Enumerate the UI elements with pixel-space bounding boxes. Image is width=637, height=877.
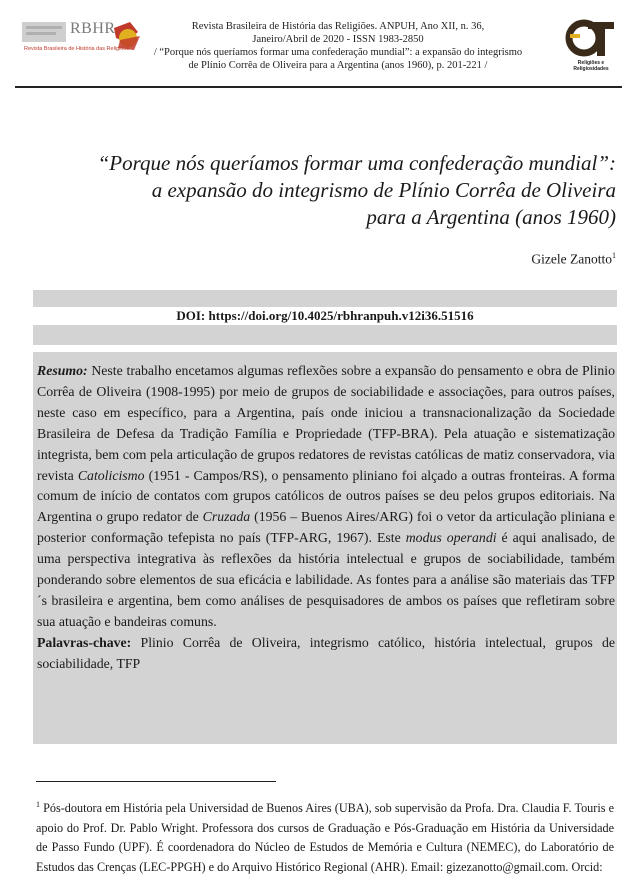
abstract-italic-3: modus operandi — [405, 530, 497, 546]
footnote-rule — [36, 781, 276, 782]
abstract-part-1: Neste trabalho encetamos algumas reflexões sobre a expansão do pensamento e obra de Plinio Corrêa de Oliveira (1908-1995) por meio de grupos de sociabilidade e associações, para outros países, neste caso em específico, para a Argentina, país onde iniciou a transnacionalização da Sociedade Brasileira de Defesa da Tradição Família e Propriedade (TFP-BRA). Pela atuação e sistematização integrista, bem com pela articulação de grupos redatores de revistas católicas de matiz conservadora, via revista — [37, 363, 615, 483]
abstract-box — [33, 352, 617, 744]
author-footnote-mark: 1 — [612, 251, 616, 260]
article-line-1: / “Porque nós queríamos formar uma confederação mundial”: a expansão do integrismo — [153, 47, 523, 58]
rbhr-logo-text: RBHR — [70, 20, 116, 37]
abstract-italic-2: Cruzada — [202, 509, 251, 525]
title-line-1: “Porque nós queríamos formar uma confederação mundial”: — [97, 151, 616, 175]
title-line-2: a expansão do integrismo de Plínio Corrêa de Oliveira — [151, 178, 616, 202]
abstract-label: Resumo: — [37, 363, 88, 378]
rr-logo-line-2: Religiosidades — [573, 66, 609, 72]
rbhr-logo-subtext: Revista Brasileira de História das Religiões — [24, 46, 130, 52]
rr-logo-line-1: Religiões e — [577, 60, 605, 66]
title-line-3: para a Argentina (anos 1960) — [366, 205, 616, 229]
doi-link[interactable]: DOI: https://doi.org/10.4025/rbhranpuh.v12i36.51516 — [33, 307, 617, 325]
abstract-part-4: é aqui analisado, de uma perspectiva integrativa às reflexões da história intelectual e grupos de sociabilidade, também ponderando sobre elementos de sua eficácia e labilidade. As fontes para a análise são materiais das TFP´s brasileira e argentina, bem como análises de pesquisadores de ambos os países que refletiram sobre sua atuação e bandeiras comuns. — [37, 530, 615, 629]
author-name: Gizele Zanotto — [531, 251, 612, 267]
abstract-text — [37, 361, 615, 675]
article-title — [40, 150, 616, 231]
rr-logo-text — [562, 60, 620, 72]
running-header — [148, 20, 528, 72]
header-rule — [15, 86, 622, 88]
religioes-logo — [562, 18, 620, 74]
footnote-mark: 1 — [36, 800, 40, 809]
journal-line-1: Revista Brasileira de História das Religiões. ANPUH, Ano XII, n. 36, — [191, 21, 485, 32]
footnote — [36, 795, 614, 877]
keywords — [37, 633, 615, 675]
rr-logo-mark — [562, 18, 620, 60]
keywords-list: Plinio Corrêa de Oliveira, integrismo católico, história intelectual, grupos de sociabilidade, TFP — [37, 634, 615, 671]
abstract-part-2: (1951 - Campos/RS), o pensamento pliniano foi alçado a outras fronteiras. A forma comum de início de contatos com grupos católicos de outros países se deu pelos grupos editoriais. Na Argentina o grupo redator de — [37, 467, 615, 525]
footnote-text: Pós-doutora em História pela Universidad de Buenos Aires (UBA), sob supervisão da Profa. Dra. Claudia F. Touris e apoio do Prof. Dr. Pablo Wright. Professora dos cursos de Graduação e Pós-Graduação em História da Universidade de Passo Fundo (UPF). É coordenadora do Núcleo de Estudos de Memória e Cultura (NEMEC), do Laboratório de Estudos das Crenças (LEC-PPGH) e do Arquivo Histórico Regional (AHR). Email: gizezanotto@gmail.com. Orcid: — [36, 801, 614, 874]
journal-line-2: Janeiro/Abril de 2020 - ISSN 1983-2850 — [252, 34, 424, 45]
keywords-label: Palavras-chave: — [37, 634, 132, 650]
abstract-italic-1: Catolicismo — [77, 467, 145, 483]
article-line-2: de Plínio Corrêa de Oliveira para a Argentina (anos 1960), p. 201-221 / — [188, 60, 488, 71]
page-header — [0, 0, 637, 86]
rbhr-logo — [22, 18, 144, 68]
abstract-part-3: (1956 – Buenos Aires/ARG) foi o vetor da articulação pliniana e posterior conformação tefepista no país (TFP-ARG, 1967). Este — [37, 509, 615, 546]
author-line — [300, 251, 616, 268]
